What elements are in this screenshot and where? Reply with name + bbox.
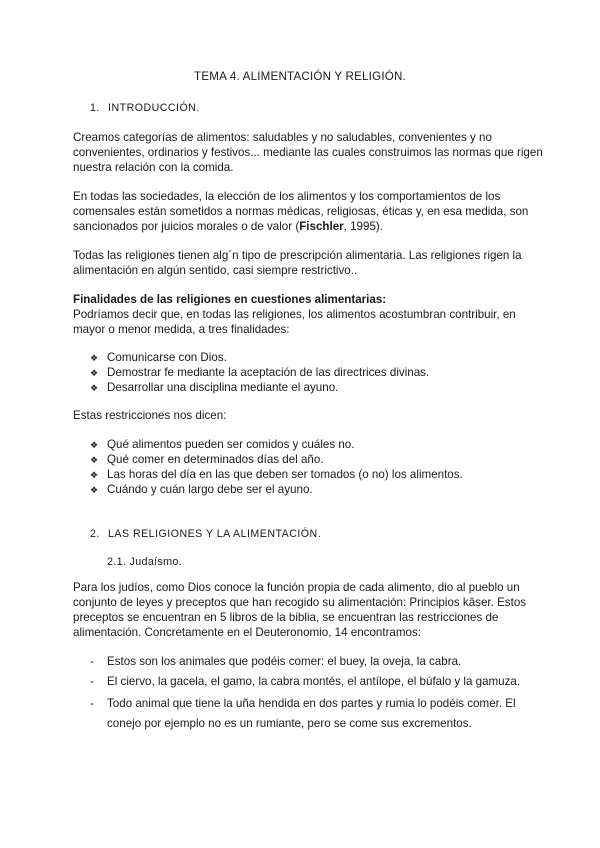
paragraph-categorias	[73, 130, 543, 175]
diamond-bullet-icon: ❖	[90, 368, 99, 378]
paragraph-line	[73, 219, 543, 234]
list-item-text: conejo por ejemplo no es un rumiante, pero se come sus excrementos.	[107, 717, 472, 730]
list-item	[90, 482, 463, 497]
list-item	[90, 467, 463, 482]
text-run: , 1995).	[343, 220, 383, 233]
page-title: TEMA 4. ALIMENTACIÓN Y RELIGIÓN.	[194, 70, 406, 83]
list-item	[90, 674, 520, 694]
section-title: INTRODUCCIÓN.	[108, 102, 200, 114]
paragraph-line: Todas las religiones tienen alg´n tipo de prescripción alimentaria. Las religiones rigen la	[73, 249, 522, 262]
dash-bullet: -	[90, 675, 94, 688]
list-item-text: Qué alimentos pueden ser comidos y cuáles no.	[107, 438, 355, 451]
section-number: 1.	[90, 102, 100, 114]
section-title: LAS RELIGIONES Y LA ALIMENTACIÓN.	[108, 528, 322, 540]
list-item-text: Cuándo y cuán largo debe ser el ayuno.	[107, 483, 313, 496]
paragraph-line: nuestra relación con la comida.	[73, 161, 234, 174]
list-item-text: Estos son los animales que podéis comer: el buey, la oveja, la cabra.	[107, 655, 462, 668]
paragraph-line: convenientes, ordinarios y festivos... mediante las cuales construimos las normas que rigen	[73, 146, 543, 159]
diamond-bullet-icon: ❖	[90, 383, 99, 393]
list-item	[90, 452, 463, 467]
list-item	[90, 365, 429, 380]
list-item-text: Las horas del día en las que deben ser tomados (o no) los alimentos.	[107, 468, 463, 481]
text-run: sancionados por juicios morales o de valor (	[73, 220, 300, 233]
paragraph-judios	[73, 580, 543, 640]
list-item-text: Desarrollar una disciplina mediante el ayuno.	[107, 381, 339, 394]
paragraph-line: Estas restricciones nos dicen:	[73, 409, 227, 422]
section-number: 2.	[90, 528, 100, 540]
paragraph-line: mayor o menor medida, a tres finalidades:	[73, 323, 290, 336]
paragraph-restricciones	[73, 408, 543, 423]
paragraph-line: alimentación en algún sentido, casi siempre restrictivo..	[73, 264, 358, 277]
paragraph-line: conjunto de leyes y preceptos que han recogido su alimentación: Principios kâser. Estos	[73, 596, 527, 609]
finalidades-list	[90, 350, 429, 395]
section-heading-religiones	[90, 527, 321, 542]
dash-bullet: -	[90, 697, 94, 710]
paragraph-finalidades	[73, 292, 543, 337]
list-item	[90, 654, 520, 674]
list-item-text: Comunicarse con Dios.	[107, 351, 227, 364]
animales-list	[90, 654, 520, 734]
paragraph-line: Creamos categorías de alimentos: saludables y no saludables, convenientes y no	[73, 131, 492, 144]
list-item	[90, 350, 429, 365]
paragraph-line: Para los judíos, como Dios conoce la función propia de cada alimento, dio al pueblo un	[73, 581, 520, 594]
diamond-bullet-icon: ❖	[90, 485, 99, 495]
subsection-heading-judaismo: 2.1. Judaísmo.	[107, 556, 183, 568]
list-item-text: Todo animal que tiene la uña hendida en dos partes y rumia lo podéis comer. El	[107, 697, 516, 710]
paragraph-sociedades	[73, 189, 543, 234]
list-item-text: Demostrar fe mediante la aceptación de las directrices divinas.	[107, 366, 430, 379]
list-item	[90, 694, 520, 734]
author-citation: Fischler	[299, 220, 344, 233]
diamond-bullet-icon: ❖	[90, 470, 99, 480]
list-item-text: El ciervo, la gacela, el gamo, la cabra montés, el antílope, el búfalo y la gamuza.	[107, 675, 521, 688]
restricciones-list	[90, 437, 463, 497]
paragraph-line: alimentación. Concretamente en el Deuteronomio, 14 encontramos:	[73, 626, 422, 639]
paragraph-line: En todas las sociedades, la elección de los alimentos y los comportamientos de los	[73, 190, 501, 203]
paragraph-religiones	[73, 248, 543, 278]
list-item-text: Qué comer en determinados días del año.	[107, 453, 324, 466]
paragraph-line: comensales están sometidos a normas médicas, religiosas, éticas y, en esa medida, son	[73, 205, 529, 218]
section-heading-introduccion	[90, 101, 200, 116]
paragraph-line: preceptos se encuentran en 5 libros de la biblia, se encuentran las restricciones de	[73, 611, 499, 624]
list-item	[90, 380, 429, 395]
diamond-bullet-icon: ❖	[90, 440, 99, 450]
list-item	[90, 437, 463, 452]
diamond-bullet-icon: ❖	[90, 353, 99, 363]
dash-bullet: -	[90, 655, 94, 668]
finalidades-heading: Finalidades de las religiones en cuestiones alimentarias:	[73, 293, 387, 306]
paragraph-line: Podríamos decir que, en todas las religiones, los alimentos acostumbran contribuir, en	[73, 308, 516, 321]
diamond-bullet-icon: ❖	[90, 455, 99, 465]
